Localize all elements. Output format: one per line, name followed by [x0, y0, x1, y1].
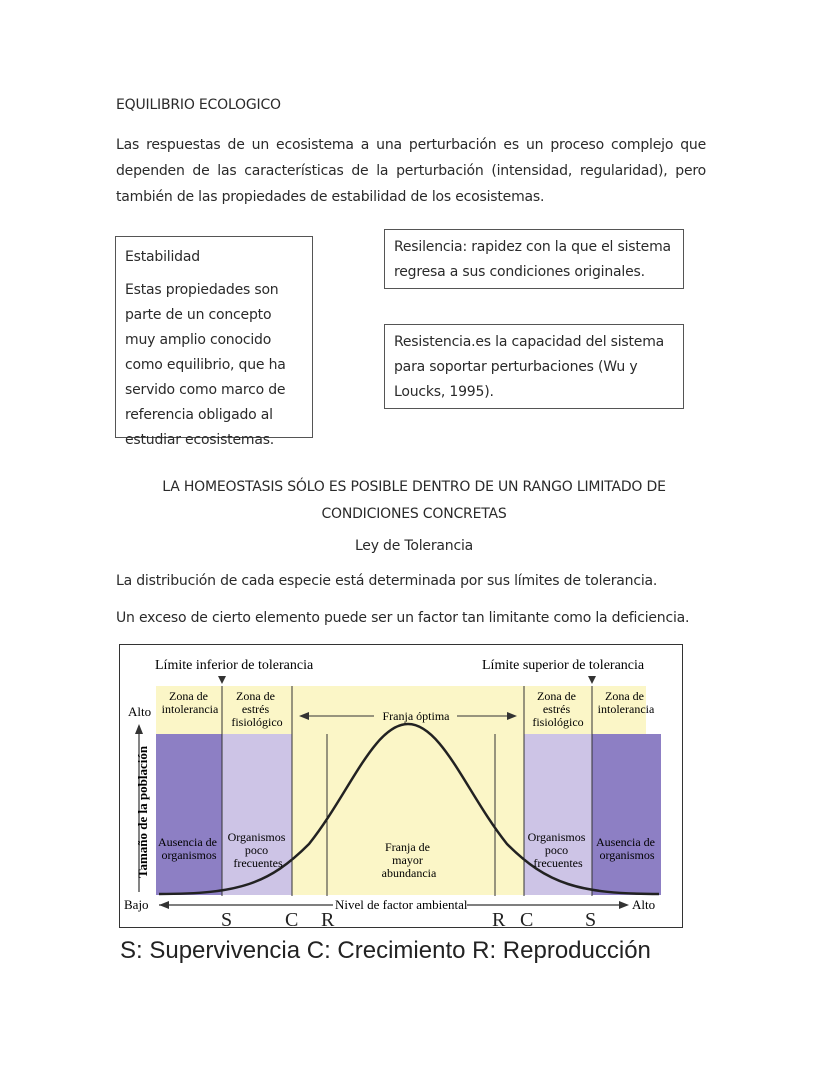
section-heading: LA HOMEOSTASIS SÓLO ES POSIBLE DENTRO DE UN RANGO LIMITADO DE CONDICIONES CONCRETAS: [162, 479, 666, 522]
marker-r-right: R: [492, 909, 506, 928]
marker-s-right: S: [585, 909, 597, 928]
marker-r-left: R: [321, 909, 335, 928]
right-stress-zone: [524, 734, 592, 895]
right-absence-label: Ausencia de organismos: [596, 835, 655, 862]
resistance-box: Resistencia.es la capacidad del sistema para soportar perturbaciones (Wu y Loucks, 1995).: [384, 324, 684, 409]
upper-limit-label: Límite superior de tolerancia: [482, 658, 645, 673]
right-rare-label: Organismos poco frecuentes: [527, 830, 586, 870]
intro-paragraph: Las respuestas de un ecosistema a una perturbación es un proceso complejo que dependen de las características de la perturbación (intensidad, regularidad), pero también de las propiedades de estabilidad de los ecosistemas.: [116, 137, 706, 205]
document-title: EQUILIBRIO ECOLOGICO: [116, 97, 281, 113]
x-axis-label: Nivel de factor ambiental: [335, 897, 468, 912]
x-axis-low: Bajo: [124, 897, 149, 912]
legend-text: S: Supervivencia C: Crecimiento R: Reproducción: [120, 937, 651, 964]
left-absence-label: Ausencia de organismos: [158, 835, 217, 862]
right-stress-header: Zona de estrés fisiológico: [532, 689, 584, 729]
right-intolerance-zone: [592, 734, 661, 895]
stability-heading: Estabilidad: [125, 249, 200, 265]
resilience-box: Resilencia: rapidez con la que el sistema regresa a sus condiciones originales.: [384, 229, 684, 289]
left-stress-header: Zona de estrés fisiológico: [231, 689, 283, 729]
marker-c-right: C: [520, 909, 534, 928]
x-axis-high: Alto: [632, 897, 656, 912]
optimal-band-label: Franja óptima: [382, 709, 450, 723]
left-stress-zone: [222, 734, 292, 895]
tolerance-figure: [119, 644, 683, 928]
law-subheading: Ley de Tolerancia: [354, 538, 474, 554]
lower-limit-label: Límite inferior de tolerancia: [155, 658, 314, 673]
paragraph-excess: Un exceso de cierto elemento puede ser un factor tan limitante como la deficiencia.: [116, 610, 690, 626]
left-rare-label: Organismos poco frecuentes: [227, 830, 286, 870]
right-intolerance-header: Zona de intolerancia: [597, 689, 655, 716]
y-axis-high: Alto: [128, 704, 152, 719]
abundance-label: Franja de mayor abundancia: [381, 840, 437, 880]
y-axis-label: Tamaño de la población: [135, 745, 150, 878]
marker-c-left: C: [285, 909, 299, 928]
stability-text: Estas propiedades son parte de un concepto muy amplio conocido como equilibrio, que ha servido como marco de referencia obligado al estudiar ecosistemas.: [125, 282, 286, 448]
marker-s-left: S: [221, 909, 233, 928]
left-intolerance-zone: [156, 734, 222, 895]
paragraph-distribution: La distribución de cada especie está determinada por sus límites de tolerancia.: [116, 573, 658, 589]
stability-box: [115, 236, 313, 448]
left-intolerance-header: Zona de intolerancia: [161, 689, 219, 716]
